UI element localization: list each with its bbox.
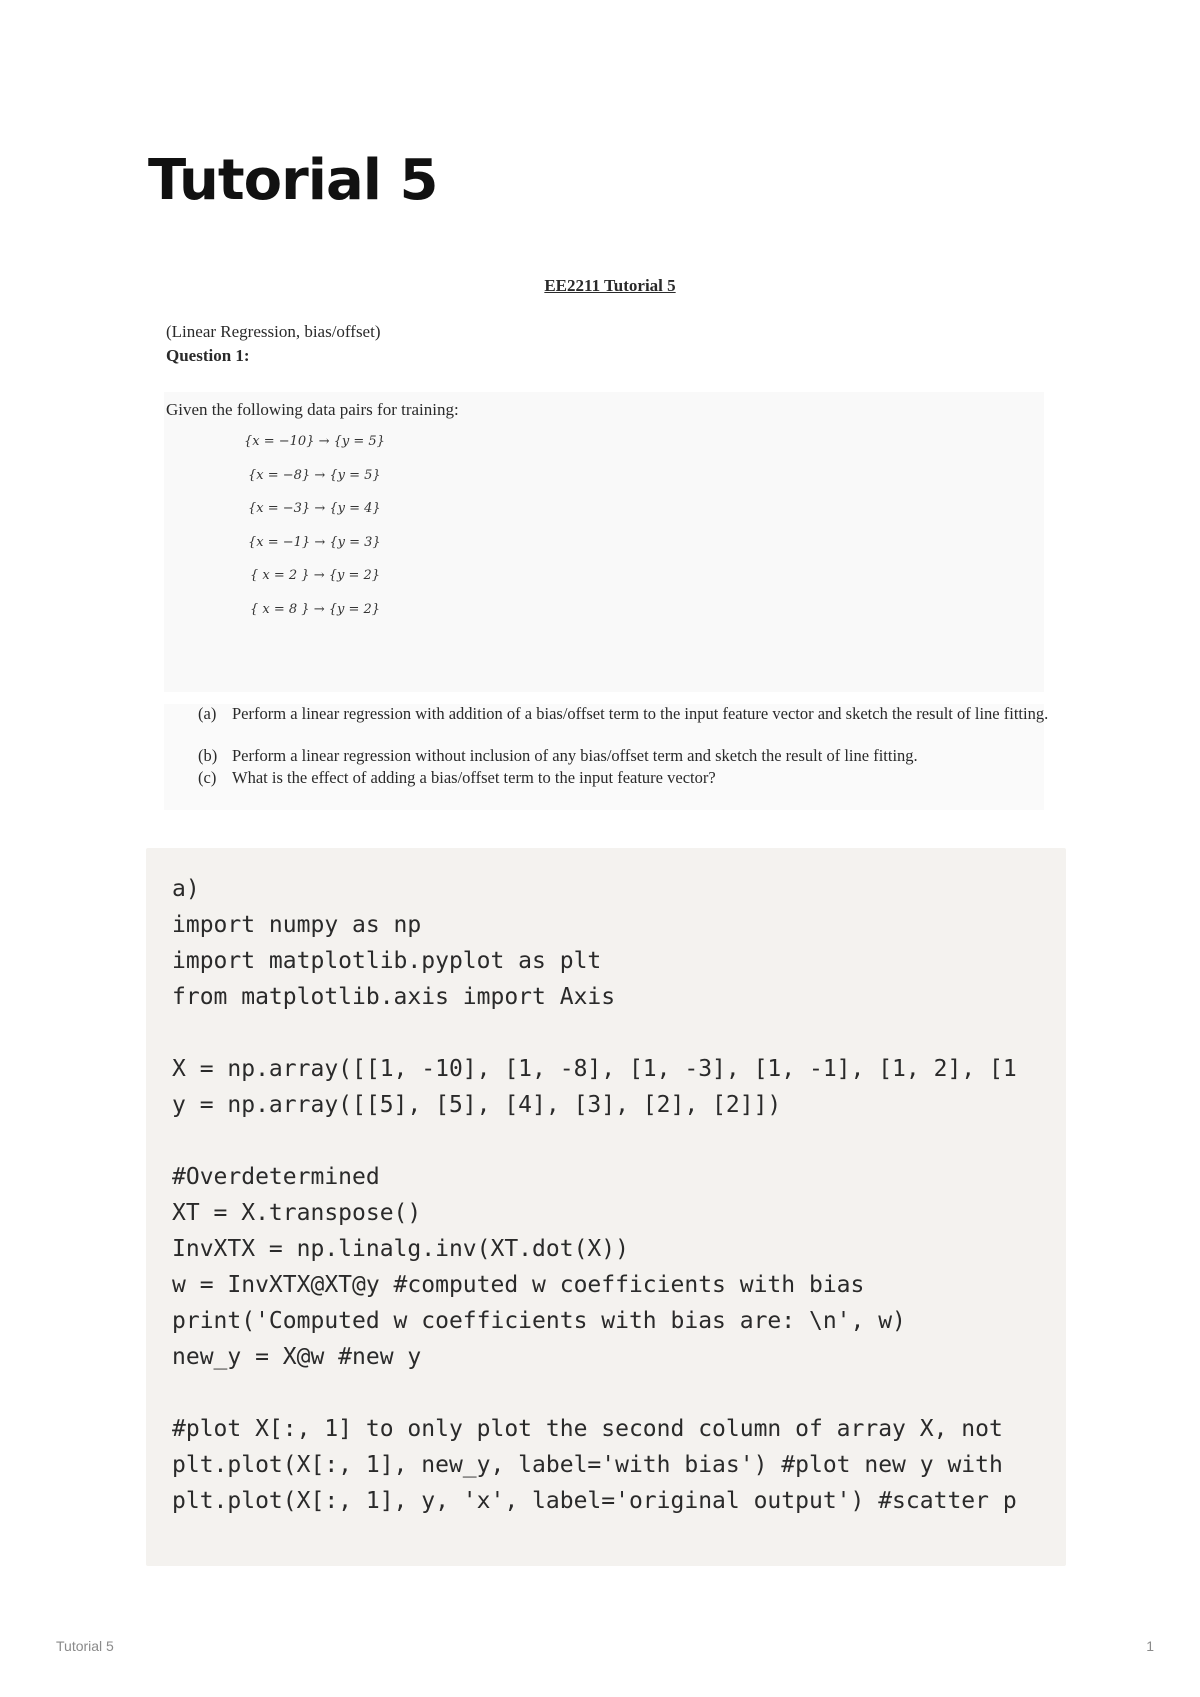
question-label: Question 1:: [166, 346, 250, 365]
page-title: Tutorial 5: [148, 148, 438, 213]
part-letter: (c): [198, 768, 217, 787]
code-line: plt.plot(X[:, 1], new_y, label='with bias') #plot new y with: [172, 1452, 1003, 1478]
data-pair: {x = −10} → {y = 5}: [244, 434, 385, 449]
code-line: y = np.array([[5], [5], [4], [3], [2], [2]]): [172, 1092, 782, 1118]
code-line: InvXTX = np.linalg.inv(XT.dot(X)): [172, 1236, 629, 1262]
data-pair: { x = 8 } → {y = 2}: [250, 602, 381, 617]
question-parts: [164, 704, 1049, 810]
data-pair: {x = −1} → {y = 3}: [248, 535, 381, 550]
code-block[interactable]: [146, 848, 1066, 1566]
code-line: plt.plot(X[:, 1], y, 'x', label='original output') #scatter p: [172, 1488, 1017, 1514]
data-pairs-box: [164, 392, 1044, 692]
part-text: Perform a linear regression without inclusion of any bias/offset term and sketch the result of line fitting.: [232, 746, 918, 765]
part-letter: (b): [198, 746, 218, 765]
part-letter: (a): [198, 704, 217, 723]
code-line: print('Computed w coefficients with bias are: \n', w): [172, 1308, 906, 1334]
code-line: #plot X[:, 1] to only plot the second column of array X, not: [172, 1416, 1003, 1442]
footer-page-number: 1: [1146, 1638, 1154, 1654]
data-pair: { x = 2 } → {y = 2}: [250, 568, 381, 583]
code-line: a): [172, 876, 200, 902]
code-line: import numpy as np: [172, 912, 422, 938]
code-line: from matplotlib.axis import Axis: [172, 984, 616, 1010]
data-intro: Given the following data pairs for training:: [166, 400, 459, 419]
code-line: #Overdetermined: [172, 1164, 380, 1190]
scan-heading: EE2211 Tutorial 5: [544, 276, 676, 295]
code-line: import matplotlib.pyplot as plt: [172, 948, 602, 974]
scanned-question-image: [160, 270, 1060, 810]
scan-topic: (Linear Regression, bias/offset): [166, 322, 381, 341]
data-pair: {x = −8} → {y = 5}: [248, 468, 381, 483]
code-line: XT = X.transpose(): [172, 1200, 422, 1226]
part-text: Perform a linear regression with addition of a bias/offset term to the input feature vector and sketch the result of line fitting.: [232, 704, 1049, 723]
footer-doc-title: Tutorial 5: [56, 1638, 114, 1654]
code-line: w = InvXTX@XT@y #computed w coefficients with bias: [172, 1272, 865, 1298]
data-pair: {x = −3} → {y = 4}: [248, 501, 381, 516]
part-text: What is the effect of adding a bias/offset term to the input feature vector?: [232, 768, 716, 787]
code-line: new_y = X@w #new y: [172, 1344, 422, 1370]
code-line: X = np.array([[1, -10], [1, -8], [1, -3], [1, -1], [1, 2], [1: [172, 1056, 1017, 1082]
